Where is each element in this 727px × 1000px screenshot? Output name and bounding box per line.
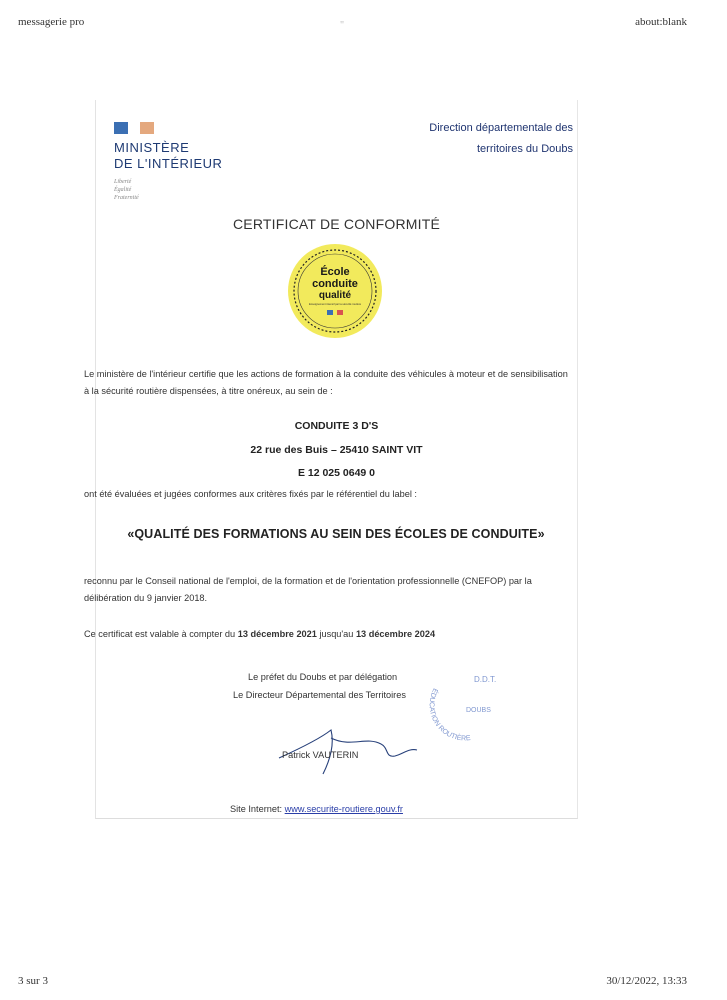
validity-prefix: Ce certificat est valable à compter du xyxy=(84,629,238,639)
badge-flag-blue xyxy=(327,310,333,315)
badge-line2: conduite xyxy=(312,278,358,290)
badge-line1: École xyxy=(320,266,350,278)
ddt-stamp xyxy=(416,666,508,758)
stamp-middle: DOUBS xyxy=(466,707,491,714)
director-line: Le Directeur Départemental des Territoires xyxy=(233,690,406,700)
validity-start: 13 décembre 2021 xyxy=(237,629,317,639)
badge-subtitle: Enseignement intensif par la sécurité routière xyxy=(308,303,362,306)
badge-flag-red xyxy=(337,310,343,315)
ecole-conduite-qualite-badge xyxy=(286,242,384,340)
website-link[interactable]: www.securite-routiere.gouv.fr xyxy=(284,804,403,814)
validity-end: 13 décembre 2024 xyxy=(355,629,436,639)
certificate-title: CERTIFICAT DE CONFORMITÉ xyxy=(232,216,441,232)
stamp-top: D.D.T. xyxy=(474,675,497,684)
header-url: about:blank xyxy=(635,16,687,28)
motto-fraternite: Fraternité xyxy=(114,195,139,201)
marianne-logo-icon xyxy=(114,122,150,134)
intro-paragraph: Le ministère de l'intérieur certifie que les actions de formation à la conduite des véhicules à moteur et de sensibilisation à la sécurité routière dispensées, à titre onéreux, au sein de : xyxy=(84,369,568,396)
school-id: E 12 025 0649 0 xyxy=(297,467,376,479)
website-line xyxy=(230,804,403,814)
direction-line2: territoires du Doubs xyxy=(477,143,573,155)
recognized-paragraph: reconnu par le Conseil national de l'emploi, de la formation et de l'orientation professionnelle (CNEFOP) par la délibération du 9 janvier 2018. xyxy=(84,576,532,603)
motto-liberte: Liberté xyxy=(114,179,132,185)
validity-middle: jusqu'au xyxy=(316,629,356,639)
badge-line3: qualité xyxy=(318,290,352,301)
prefect-line: Le préfet du Doubs et par délégation xyxy=(248,672,398,682)
website-label: Site Internet: xyxy=(230,804,285,814)
evaluated-text: ont été évaluées et jugées conformes aux critères fixés par le référentiel du label : xyxy=(84,489,417,499)
motto-egalite: Égalité xyxy=(114,187,132,193)
stamp-arc-path: ÉDUCATION ROUTIÈRE xyxy=(427,687,471,743)
school-name: CONDUITE 3 D'S xyxy=(294,420,379,432)
stamp-arc-text xyxy=(428,687,472,742)
header-title: messagerie pro xyxy=(18,16,85,28)
ministry-line2: DE L'INTÉRIEUR xyxy=(114,156,223,171)
validity-line xyxy=(84,626,574,643)
certificate-page xyxy=(84,100,578,819)
ministry-line1: MINISTÈRE xyxy=(114,140,190,155)
school-address: 22 rue des Buis – 25410 SAINT VIT xyxy=(250,444,423,456)
label-title: «QUALITÉ DES FORMATIONS AU SEIN DES ÉCOLES DE CONDUITE» xyxy=(127,527,545,541)
signatory-name: Patrick VAUTERIN xyxy=(282,750,359,760)
direction-line1: Direction départementale des xyxy=(429,122,573,134)
header-center-mark: " xyxy=(340,20,345,31)
handwritten-signature xyxy=(271,718,421,778)
print-timestamp: 30/12/2022, 13:33 xyxy=(606,975,687,987)
page-counter: 3 sur 3 xyxy=(18,975,48,987)
